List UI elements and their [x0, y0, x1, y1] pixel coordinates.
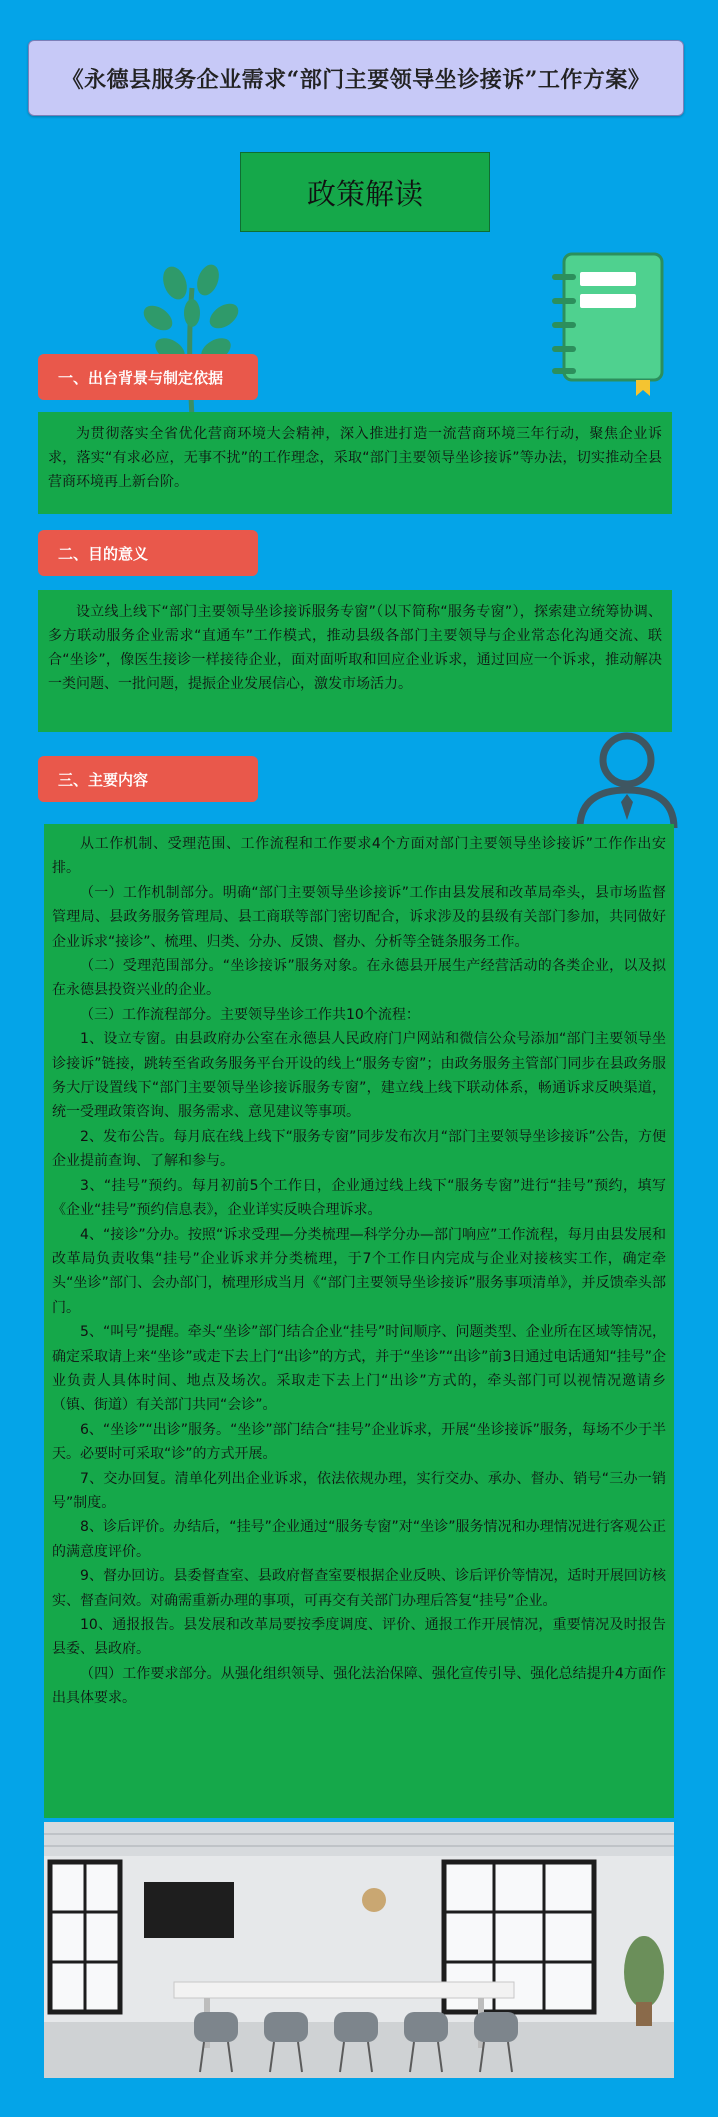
notebook-icon [550, 250, 670, 400]
content-paragraph: 8、诊后评价。办结后，“挂号”企业通过“服务专窗”对“坐诊”服务情况和办理情况进行客观公正的满意度评价。 [52, 1519, 666, 1560]
content-paragraph: 7、交办回复。清单化列出企业诉求，依法依规办理，实行交办、承办、督办、销号“三办一销号”制度。 [52, 1470, 666, 1511]
content-paragraph: 10、通报报告。县发展和改革局要按季度调度、评价、通报工作开展情况，重要情况及时报告县委、县政府。 [52, 1617, 666, 1658]
purpose-text-box [38, 590, 672, 732]
content-paragraph: （一）工作机制部分。明确“部门主要领导坐诊接诉”工作由县发展和改革局牵头，县市场监督管理局、县政务服务管理局、县工商联等部门密切配合，诉求涉及的县级有关部门参加，共同做好企业诉求“接诊”、梳理、归类、分办、反馈、督办、分析等全链条服务工作。 [52, 884, 666, 950]
content-paragraph: 3、“挂号”预约。每月初前5个工作日，企业通过线上线下“服务专窗”进行“挂号”预约，填写《企业“挂号”预约信息表》，企业详实反映合理诉求。 [52, 1177, 666, 1219]
policy-interpretation-banner [240, 152, 490, 232]
background-paragraph: 为贯彻落实全省优化营商环境大会精神，深入推进打造一流营商环境三年行动，聚焦企业诉求，落实“有求必应，无事不扰”的工作理念，采取“部门主要领导坐诊接诉”等办法，切实推动全县营商环境再上新台阶。 [48, 426, 662, 490]
content-paragraph: （三）工作流程部分。主要领导坐诊工作共10个流程： [80, 1006, 420, 1023]
section-label-content [38, 756, 258, 802]
content-paragraph: 6、“坐诊”“出诊”服务。“坐诊”部门结合“挂号”企业诉求，开展“坐诊接诉”服务，每场不少于半天。必要时可采取“诊”的方式开展。 [52, 1421, 666, 1463]
title-banner [28, 40, 684, 116]
background-text-box [38, 412, 672, 514]
content-paragraph: 2、发布公告。每月底在线上线下“服务专窗”同步发布次月“部门主要领导坐诊接诉”公告，方便企业提前查询、了解和参与。 [52, 1128, 666, 1170]
person-icon [572, 728, 682, 828]
purpose-paragraph: 设立线上线下“部门主要领导坐诊接诉服务专窗”（以下简称“服务专窗”），探索建立统筹协调、多方联动服务企业需求“直通车”工作模式，推动县级各部门主要领导与企业常态化沟通交流、联合“坐诊”，像医生接诊一样接待企业，面对面听取和回应企业诉求，通过回应一个诉求，推动解决一类问题、一批问题，提振企业发展信心，激发市场活力。 [48, 604, 662, 692]
policy-interpretation-label: 政策解读 [306, 176, 423, 211]
section-label-text: 二、目的意义 [58, 544, 149, 563]
content-paragraph: 5、“叫号”提醒。牵头“坐诊”部门结合企业“挂号”时间顺序、问题类型、企业所在区域等情况，确定采取请上来“坐诊”或走下去上门“出诊”的方式，并于“坐诊”“出诊”前3日通过电话通知“挂号”企业负责人具体时间、地点及场次。采取走下去上门“出诊”方式的，牵头部门可以视情况邀请乡（镇、街道）有关部门共同“会诊”。 [52, 1324, 666, 1414]
content-paragraph: 1、设立专窗。由县政府办公室在永德县人民政府门户网站和微信公众号添加“部门主要领导坐诊接诉”链接，跳转至省政务服务平台开设的线上“服务专窗”；由政务服务主管部门同步在县政务服务大厅设置线下“部门主要领导坐诊接诉服务专窗”，建立线上线下联动体系，畅通诉求反映渠道，统一受理政策咨询、服务需求、意见建议等事项。 [52, 1031, 666, 1121]
content-paragraph: （四）工作要求部分。从强化组织领导、强化法治保障、强化宣传引导、强化总结提升4方面作出具体要求。 [52, 1665, 666, 1707]
section-label-text: 三、主要内容 [58, 770, 149, 789]
meeting-room-photo [44, 1822, 674, 2078]
section-label-purpose [38, 530, 258, 576]
section-label-background [38, 354, 258, 400]
page-title: 《永德县服务企业需求“部门主要领导坐诊接诉”工作方案》 [61, 66, 651, 93]
content-paragraph: 4、“接诊”分办。按照“诉求受理—分类梳理—科学分办—部门响应”工作流程，每月由县发展和改革局负责收集“挂号”企业诉求并分类梳理，于7个工作日内完成与企业对接核实工作，确定牵头“坐诊”部门、会办部门，梳理形成当月《“部门主要领导坐诊接诉”服务事项清单》，并反馈牵头部门。 [52, 1226, 666, 1316]
content-paragraph: （二）受理范围部分。“坐诊接诉”服务对象。在永德县开展生产经营活动的各类企业，以及拟在永德县投资兴业的企业。 [52, 958, 666, 999]
main-content-text-box [44, 824, 674, 1818]
content-paragraph: 从工作机制、受理范围、工作流程和工作要求4个方面对部门主要领导坐诊接诉”工作作出安排。 [52, 836, 666, 877]
content-paragraph: 9、督办回访。县委督查室、县政府督查室要根据企业反映、诊后评价等情况，适时开展回访核实、督查问效。对确需重新办理的事项，可再交有关部门办理后答复“挂号”企业。 [52, 1568, 666, 1609]
section-label-text: 一、出台背景与制定依据 [58, 368, 224, 387]
